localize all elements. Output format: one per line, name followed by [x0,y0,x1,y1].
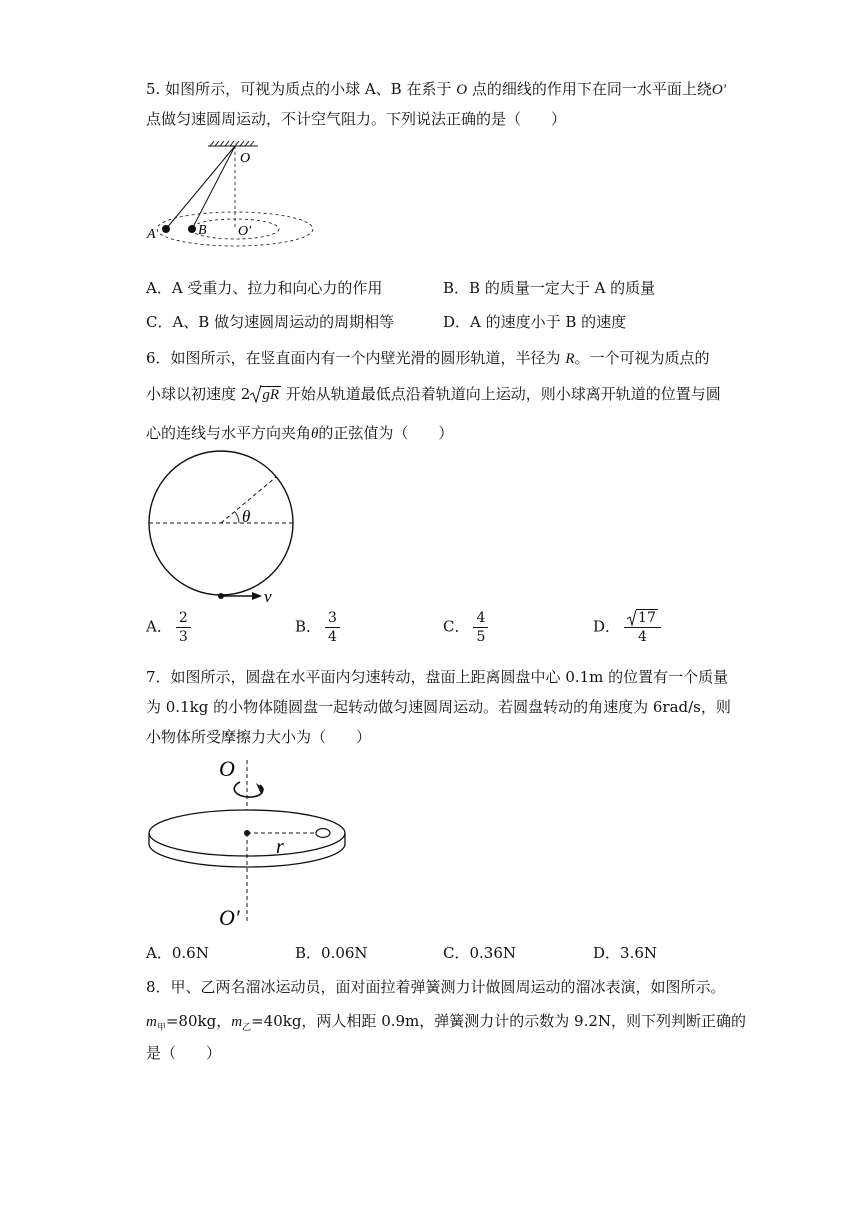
q8-text: =80kg， [165,1012,232,1030]
q5-figure-conical-pendulum [140,140,320,250]
q6-option-d[interactable]: D． $\frac{17}{4}$ [593,610,661,645]
q5-option-c[interactable]: C．A、B 做匀速圆周运动的周期相等 [146,313,395,331]
q7-option-c[interactable]: C．0.36N [443,944,517,962]
q5-text: 点的细线的作用下在同一水平面上绕 [467,80,712,98]
subscript-jia: 甲 [156,1023,166,1033]
label-o: O [219,756,235,781]
q7-option-b[interactable]: B．0.06N [295,944,368,962]
q6-text: 6．如图所示，在竖直面内有一个内壁光滑的圆形轨道，半径为 [146,349,566,367]
q8-text: =40kg，两人相距 0.9m，弹簧测力计的示数为 9.2N，则下列判断正确的 [251,1012,747,1030]
fraction: $\frac{4}{5}$ [473,610,488,645]
q5-stem-line2: 点做匀速圆周运动，不计空气阻力。下列说法正确的是（ ） [146,110,567,128]
fraction: $\frac{3}{4}$ [325,610,340,645]
q6-stem-line1 [146,347,710,368]
q7-option-d[interactable]: D．3.6N [593,944,658,962]
q7-stem-line1: 7．如图所示，圆盘在水平面内匀速转动，盘面上距离圆盘中心 0.1m 的位置有一个质量 [146,668,729,686]
subscript-yi: 乙 [242,1023,252,1033]
fraction: $\frac{2}{3}$ [176,610,191,645]
q6-option-c[interactable]: C． $\frac{4}{5}$ [443,610,488,645]
q5-text: 5. 如图所示，可视为质点的小球 A、B 在系于 [146,80,457,98]
label-b: B [198,223,207,238]
q6-radius-symbol: R [565,351,575,367]
orbit-a-dashed [157,212,313,246]
q7-stem-line3: 小物体所受摩擦力大小为（ ） [146,728,372,746]
string-b [192,146,235,229]
q7-option-a[interactable]: A．0.6N [146,944,209,962]
q6-text: 小球以初速度 2 [146,385,251,403]
q8-stem-line3: 是（ ） [146,1044,222,1062]
q6-stem-line2 [146,383,721,404]
ceiling-hatch [208,141,258,146]
small-object [316,829,330,838]
q6-text: 的正弦值为（ ） [318,424,454,442]
theta-arc [235,512,239,523]
q5-stem-line1 [146,78,726,99]
sqrt-17: 17 [627,610,658,626]
fraction: $\frac{17}{4}$ [624,610,661,645]
q6-figure-circular-track [140,455,290,610]
mass-symbol: m [231,1014,243,1030]
ball-a [162,225,170,233]
q6-option-a[interactable]: A． $\frac{2}{3}$ [146,610,191,645]
label-theta: θ [242,507,251,526]
q5-option-b[interactable]: B．B 的质量一定大于 A 的质量 [443,279,656,297]
q6-sqrt-gr: gR [250,385,281,404]
q5-option-d[interactable]: D．A 的速度小于 B 的速度 [443,313,627,331]
mass-symbol: m [146,1014,157,1030]
label-o-prime: O′ [238,224,252,239]
ball-b [188,225,196,233]
label-v: v [264,587,272,606]
q5-point-o-prime: O′ [711,82,726,98]
label-r: r [276,836,284,858]
q6-stem-line3 [146,422,453,443]
label-o-prime: O′ [219,905,240,930]
q6-option-b[interactable]: B． $\frac{3}{4}$ [295,610,340,645]
rotation-arrow-icon [234,782,263,797]
q6-text: 开始从轨道最低点沿着轨道向上运动，则小球离开轨道的位置与圆 [280,385,721,403]
q7-stem-line2: 为 0.1kg 的小物体随圆盘一起转动做匀速圆周运动。若圆盘转动的角速度为 6rad/s，则 [146,698,731,716]
q6-text: 。一个可视为质点的 [574,349,710,367]
velocity-arrowhead [252,592,262,600]
q5-point-o: O [456,82,468,98]
label-o: O [240,151,251,166]
q6-text: 心的连线与水平方向夹角 [146,424,312,442]
label-a: A [147,227,156,242]
q6-theta-symbol: θ [311,426,319,442]
q7-figure-rotating-disk [140,752,370,932]
q8-stem-line1: 8．甲、乙两名溜冰运动员，面对面拉着弹簧测力计做圆周运动的溜冰表演，如图所示。 [146,978,726,996]
q8-stem-line2 [146,1010,746,1033]
string-a [166,146,235,229]
q5-option-a[interactable]: A．A 受重力、拉力和向心力的作用 [146,279,383,297]
